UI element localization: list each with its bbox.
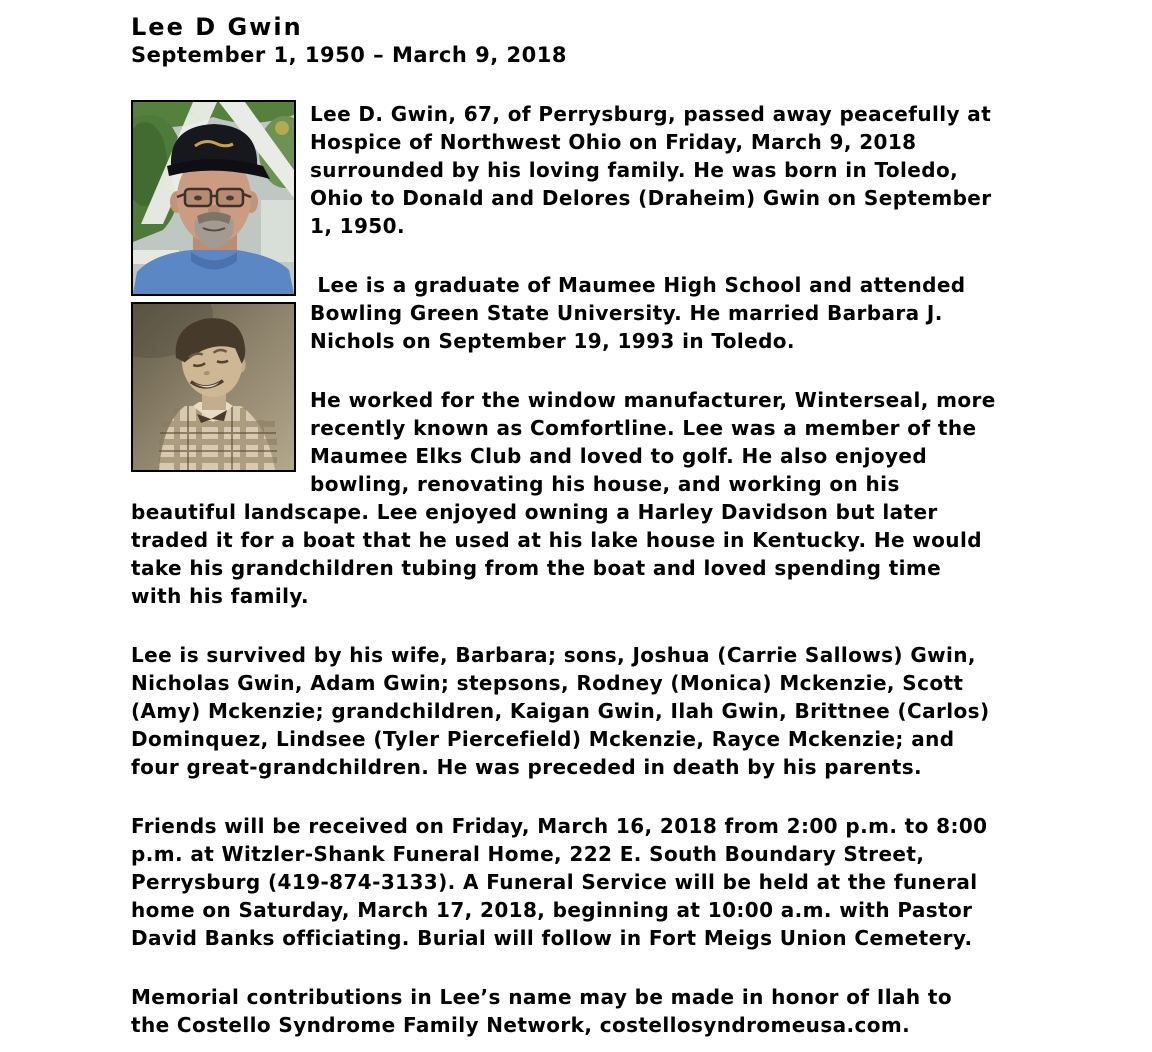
- obituary-body: [131, 100, 1004, 1039]
- obituary-paragraph: Lee is a graduate of Maumee High School and attended Bowling Green State University. He married Barbara J. Nichols on September 19, 1993 in Toledo.: [310, 273, 973, 353]
- childhood-photo-illustration: [133, 304, 294, 470]
- life-dates: September 1, 1950 – March 9, 2018: [131, 43, 567, 67]
- obituary-paragraph: He worked for the window manufacturer, Winterseal, more recently known as Comfortline. Lee was a member of the Maumee Elks Club and loved to golf. He also enjoyed bowling, renovating his house, and working on his beautiful landscape. Lee enjoyed owning a Harley Davidson but later traded it for a boat that he used at his lake house in Kentucky. He would take his grandchildren tubing from the boat and loved spending time with his family.: [131, 388, 1004, 608]
- obituary-paragraph: Lee D. Gwin, 67, of Perrysburg, passed away peacefully at Hospice of Northwest Ohio on Friday, March 9, 2018 surrounded by his loving family. He was born in Toledo, Ohio to Donald and Delores (Draheim) Gwin on September 1, 1950.: [310, 102, 999, 238]
- obituary-paragraph: Memorial contributions in Lee’s name may be made in honor of Ilah to the Costello Syndrome Family Network, costellosyndromeusa.com.: [131, 985, 960, 1037]
- recent-photo: [131, 100, 296, 296]
- recent-photo-illustration: [133, 102, 294, 294]
- obituary-paragraph: Lee is survived by his wife, Barbara; sons, Joshua (Carrie Sallows) Gwin, Nicholas Gwin, Adam Gwin; stepsons, Rodney (Monica) Mckenzie, Scott (Amy) Mckenzie; grandchildren, Kaigan Gwin, Ilah Gwin, Brittnee (Carlos) Dominquez, Lindsee (Tyler Piercefield) Mckenzie, Rayce Mckenzie; and four great-grandchildren. He was preceded in death by his parents.: [131, 643, 997, 779]
- page-title: Lee D Gwin: [131, 13, 303, 41]
- obituary-paragraph: Friends will be received on Friday, March 16, 2018 from 2:00 p.m. to 8:00 p.m. at Witzler-Shank Funeral Home, 222 E. South Boundary Street, Perrysburg (419-874-3133). A Funeral Service will be held at the funeral home on Saturday, March 17, 2018, beginning at 10:00 a.m. with Pastor David Banks officiating. Burial will follow in Fort Meigs Union Cemetery.: [131, 814, 995, 950]
- photo-column: [131, 100, 296, 478]
- childhood-photo: [131, 302, 296, 472]
